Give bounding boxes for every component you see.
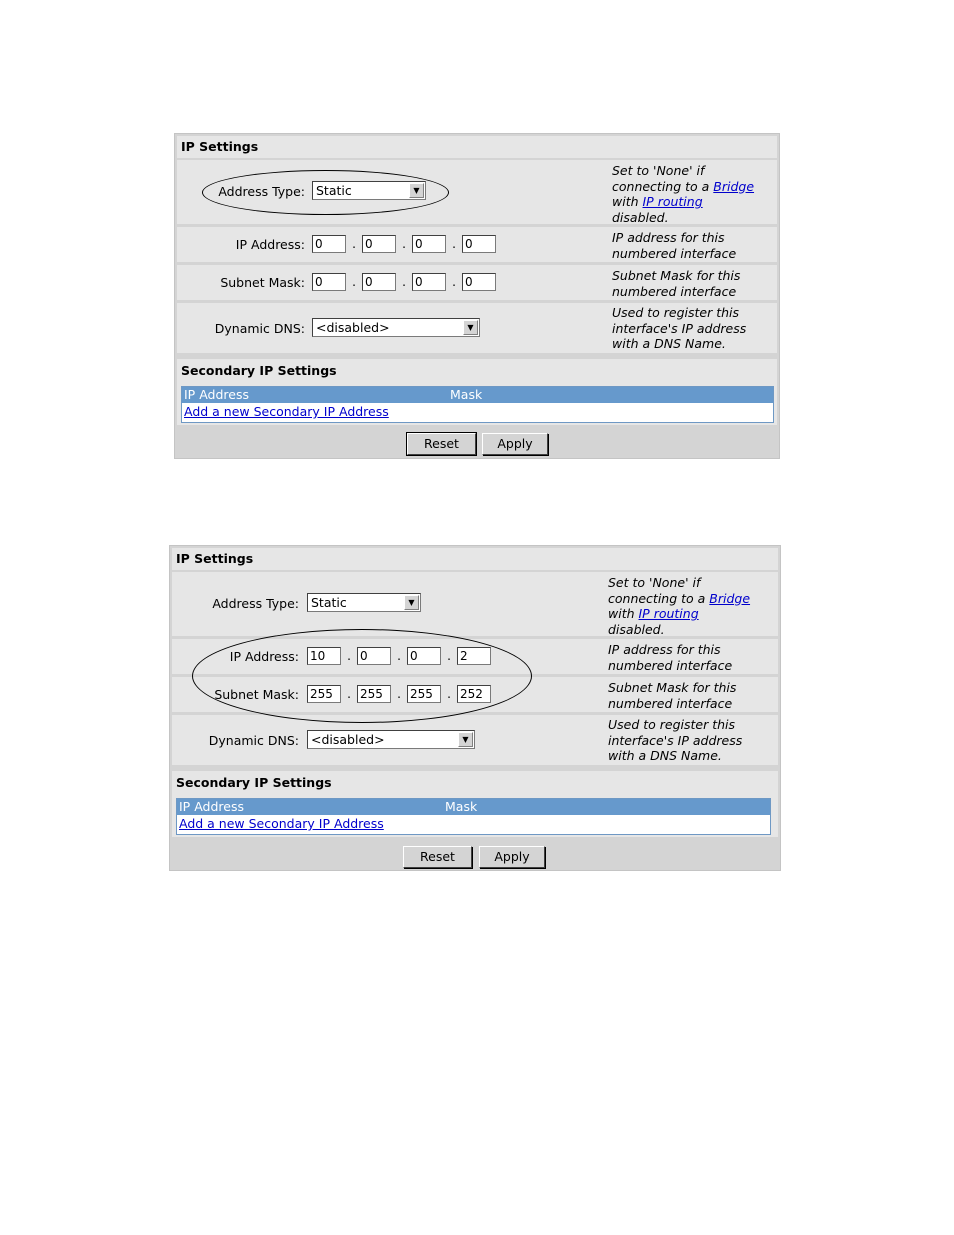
ip-address-inputs: 0 . 0 . 0 . 0 xyxy=(312,235,496,253)
reset-button[interactable]: Reset xyxy=(407,433,476,455)
ip-octet-4[interactable]: 2 xyxy=(457,647,491,665)
subnet-octet-3[interactable]: 0 xyxy=(412,273,446,291)
subnet-octet-2[interactable]: 255 xyxy=(357,685,391,703)
ip-settings-panel-1 xyxy=(174,133,780,459)
ip-octet-4[interactable]: 0 xyxy=(462,235,496,253)
address-type-value: Static xyxy=(311,595,347,610)
table-header xyxy=(177,799,770,815)
ip-address-inputs: 10 . 0 . 0 . 2 xyxy=(307,647,491,665)
list-item xyxy=(182,403,773,420)
dynamic-dns-value: <disabled> xyxy=(311,732,385,747)
list-item xyxy=(177,815,770,832)
ip-address-label: IP Address: xyxy=(229,649,299,664)
dynamic-dns-value: <disabled> xyxy=(316,320,390,335)
ip-settings-panel-2 xyxy=(169,545,781,871)
ip-octet-3[interactable]: 0 xyxy=(407,647,441,665)
dynamic-dns-help: Used to register this interface's IP address with a DNS Name. xyxy=(608,717,743,763)
column-ip-address: IP Address xyxy=(184,387,249,402)
subnet-octet-4[interactable]: 0 xyxy=(462,273,496,291)
subnet-mask-row xyxy=(172,677,778,712)
subnet-mask-help: Subnet Mask for this numbered interface xyxy=(608,680,737,711)
ip-routing-link[interactable]: IP routing xyxy=(642,194,703,209)
reset-button[interactable]: Reset xyxy=(403,846,472,868)
dynamic-dns-label: Dynamic DNS: xyxy=(214,321,305,336)
dynamic-dns-help: Used to register this interface's IP address with a DNS Name. xyxy=(612,305,747,351)
address-type-select[interactable] xyxy=(312,181,426,200)
ip-octet-1[interactable]: 10 xyxy=(307,647,341,665)
dynamic-dns-row xyxy=(177,303,777,353)
ip-octet-2[interactable]: 0 xyxy=(357,647,391,665)
column-mask: Mask xyxy=(445,799,478,814)
address-type-label: Address Type: xyxy=(212,596,299,611)
address-type-row xyxy=(177,160,777,224)
secondary-ip-header: Secondary IP Settings xyxy=(177,359,777,383)
ip-octet-2[interactable]: 0 xyxy=(362,235,396,253)
subnet-octet-1[interactable]: 0 xyxy=(312,273,346,291)
bridge-link[interactable]: Bridge xyxy=(713,178,755,194)
dynamic-dns-select[interactable] xyxy=(307,730,475,749)
ip-address-row xyxy=(177,227,777,262)
dynamic-dns-select[interactable] xyxy=(312,318,480,337)
address-type-row xyxy=(172,572,778,636)
apply-button[interactable]: Apply xyxy=(482,433,548,455)
subnet-mask-inputs: 255 . 255 . 255 . 252 xyxy=(307,685,491,703)
subnet-mask-help: Subnet Mask for this numbered interface xyxy=(612,268,741,299)
secondary-ip-table xyxy=(176,798,771,835)
address-type-help: Set to 'None' if connecting to a Bridge with IP routing disabled. xyxy=(612,163,755,225)
subnet-mask-row xyxy=(177,265,777,300)
chevron-down-icon[interactable]: ▼ xyxy=(463,320,478,335)
subnet-octet-4[interactable]: 252 xyxy=(457,685,491,703)
ip-octet-1[interactable]: 0 xyxy=(312,235,346,253)
address-type-value: Static xyxy=(316,183,352,198)
subnet-octet-2[interactable]: 0 xyxy=(362,273,396,291)
ip-address-label: IP Address: xyxy=(235,237,305,252)
subnet-octet-1[interactable]: 255 xyxy=(307,685,341,703)
subnet-mask-label: Subnet Mask: xyxy=(214,687,299,702)
add-secondary-ip-link[interactable]: Add a new Secondary IP Address xyxy=(179,816,384,831)
ip-settings-header: IP Settings xyxy=(177,136,777,158)
ip-address-row xyxy=(172,639,778,674)
address-type-select[interactable] xyxy=(307,593,421,612)
subnet-octet-3[interactable]: 255 xyxy=(407,685,441,703)
bridge-link[interactable]: Bridge xyxy=(709,590,751,606)
ip-octet-3[interactable]: 0 xyxy=(412,235,446,253)
ip-address-help: IP address for this numbered interface xyxy=(612,230,737,261)
dynamic-dns-label: Dynamic DNS: xyxy=(208,733,299,748)
add-secondary-ip-link[interactable]: Add a new Secondary IP Address xyxy=(184,404,389,419)
ip-settings-header: IP Settings xyxy=(172,548,778,570)
apply-button[interactable]: Apply xyxy=(479,846,545,868)
address-type-help: Set to 'None' if connecting to a Bridge with IP routing disabled. xyxy=(608,575,751,637)
secondary-ip-header: Secondary IP Settings xyxy=(172,771,778,795)
chevron-down-icon[interactable]: ▼ xyxy=(404,595,419,610)
column-ip-address: IP Address xyxy=(179,799,244,814)
dynamic-dns-row xyxy=(172,715,778,765)
chevron-down-icon[interactable]: ▼ xyxy=(409,183,424,198)
subnet-mask-label: Subnet Mask: xyxy=(220,275,305,290)
ip-routing-link[interactable]: IP routing xyxy=(638,606,699,621)
address-type-label: Address Type: xyxy=(218,184,305,199)
ip-address-help: IP address for this numbered interface xyxy=(608,642,733,673)
subnet-mask-inputs: 0 . 0 . 0 . 0 xyxy=(312,273,496,291)
chevron-down-icon[interactable]: ▼ xyxy=(458,732,473,747)
column-mask: Mask xyxy=(450,387,483,402)
table-header xyxy=(182,387,773,403)
secondary-ip-table xyxy=(181,386,774,423)
